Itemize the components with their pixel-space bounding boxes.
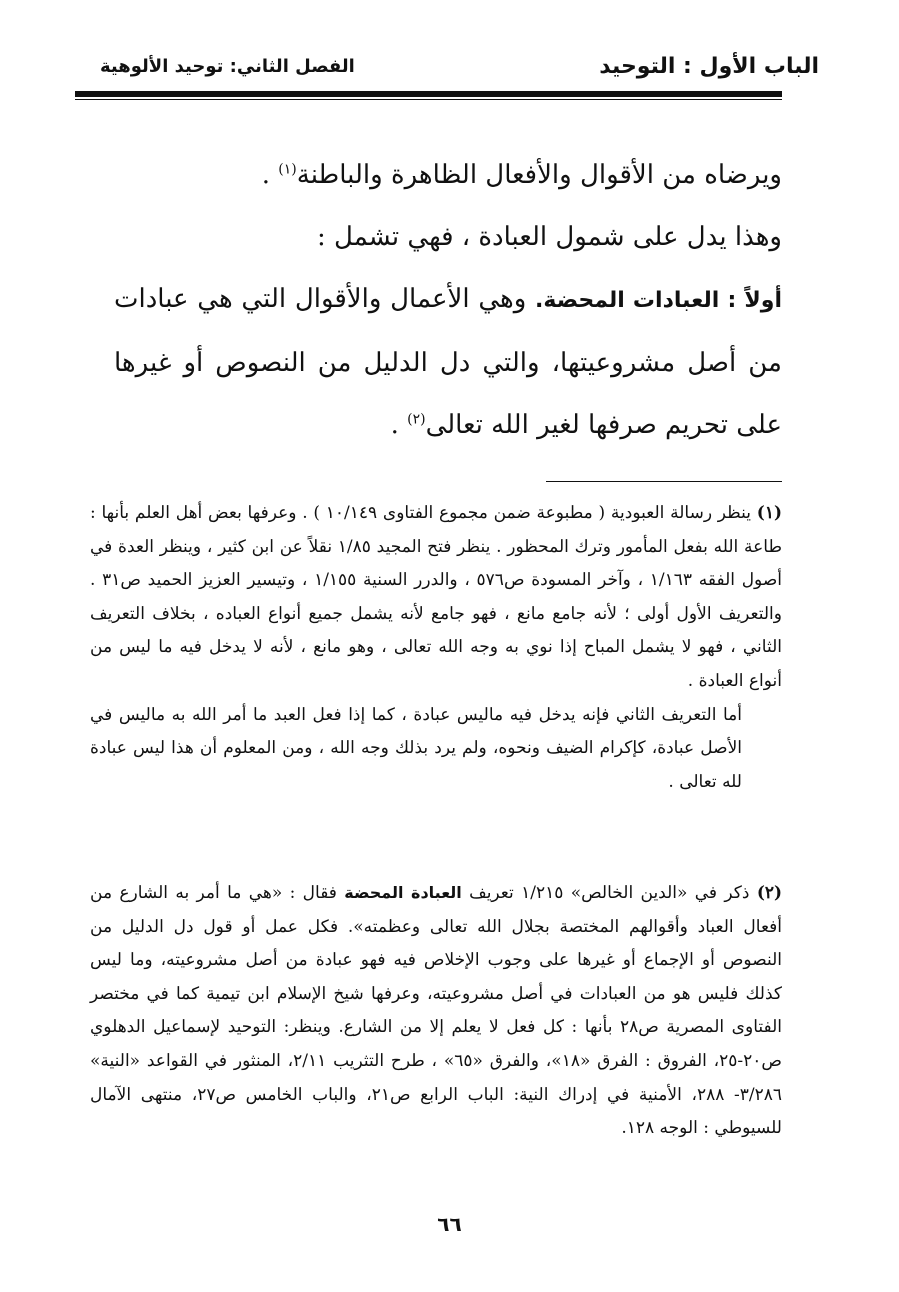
footnote-ref-2[interactable]: (٢) [407,411,426,428]
body-paragraph-3-end: . [390,410,399,440]
body-paragraph-1-text: ويرضاه من الأقوال والأفعال الظاهرة والباطنة [296,160,782,190]
header-rule-thin [75,99,782,100]
footnote-2-bold-term: العبادة المحضة [344,883,462,902]
section-header: الفصل الثاني: توحيد الألوهية [100,56,355,77]
body-paragraph-1-end: . [261,160,271,190]
pure-worship-heading: أولاً : العبادات المحضة. [535,288,783,313]
footnote-1-main [90,497,782,699]
body-paragraph-2: وهذا يدل على شمول العبادة ، فهي تشمل : [316,222,782,252]
footnote-2-text-rest: فقال : «هي ما أمر به الشارع من أفعال العباد وأقوالهم المختصة بجلال الله تعالى وعظمته». فكل عمل أو قول دل الدليل من النصوص أو الإجماع أو غيرها على وجوب الإخلاص فيه فهو عبادة من أصل مشروعيته، وما ليس كذلك فليس هو من العبادات في أصل مشروعيته، وعرفها شيخ الإسلام ابن تيمية كما في مختصر الفتاوى المصرية ص٢٨ بأنها : كل فعل لا يعلم إلا من الشارع. وينظر: التوحيد لإسماعيل الدهلوي ص٢٠-٢٥، الفروق : الفرق «١٨»، والفرق «٦٥» ، طرح التثريب ٢/١١، المنثور في القواعد «النية» ٣/٢٨٦- ٢٨٨، الأمنية في إدراك النية: الباب الرابع ص٢١، والباب الخامس ص٢٧، منتهى الآمال للسيوطي : الوجه ١٢٨. [90,883,783,1139]
body-paragraph-1 [114,144,782,206]
body-paragraph-3 [114,268,782,456]
page-number: ٦٦ [437,1212,462,1236]
footnote-1 [90,497,782,799]
footnote-ref-1[interactable]: (١) [278,161,297,178]
chapter-header: الباب الأول : التوحيد [599,54,819,79]
footnote-2 [90,876,782,1146]
footnote-2-number: (٢) [756,883,783,903]
footnote-1-continuation: أما التعريف الثاني فإنه يدخل فيه ماليس عبادة ، كما إذا فعل العبد ما أمر الله به ماليس في الأصل عبادة، كإكرام الضيف ونحوه، ولم يرد بذلك وجه الله ، ومن المعلوم أن هذا ليس عبادة لله تعالى . [90,704,742,792]
footnote-2-text-start: ذكر في «الدين الخالص» ١/٢١٥ تعريف [469,883,750,903]
body-paragraph-3-text: وهي الأعمال والأقوال التي هي عبادات من أصل مشروعيتها، والتي دل الدليل من النصوص أو غيرها على تحريم صرفها لغير الله تعالى [114,284,782,440]
footnote-1-number: (١) [756,503,782,523]
footnote-separator [546,481,782,482]
header-rule-thick [75,91,782,97]
footnote-1-text: ينظر رسالة العبودية ( مطبوعة ضمن مجموع الفتاوى ١٠/١٤٩ ) . وعرفها بعض أهل العلم بأنها : طاعة الله بفعل المأمور وترك المحظور . ينظر فتح المجيد ١/٨٥ نقلاً عن ابن كثير ، وينظر العدة في أصول الفقه ١/١٦٣ ، وآخر المسودة ص٥٧٦ ، والدرر السنية ١/١٥٥ ، وتيسير العزيز الحميد ص٣١ . والتعريف الأول أولى ؛ لأنه جامع مانع ، فهو جامع لأنه يشمل جميع أنواع العباده ، بخلاف التعريف الثاني ، فهو لا يشمل المباح إذا نوي به وجه الله تعالى ، وهو مانع ، لأنه لا يدخل فيه ما ليس من أنواع العبادة . [90,503,782,691]
